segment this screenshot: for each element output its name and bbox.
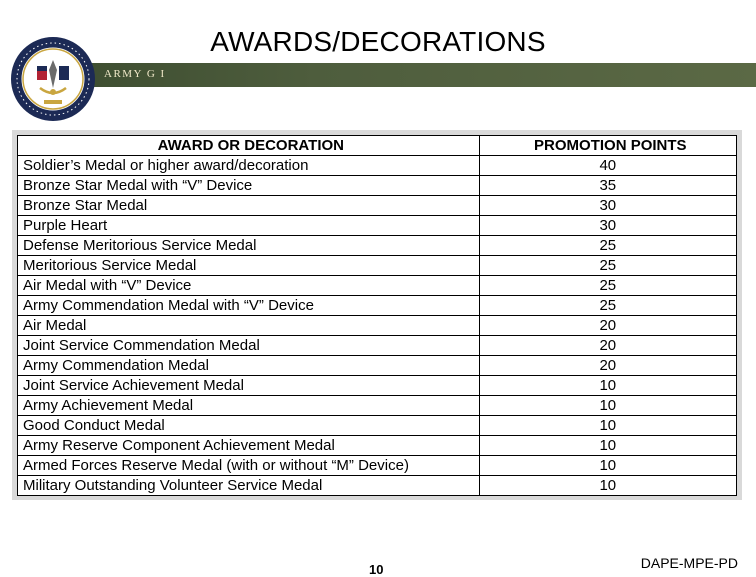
award-cell: Joint Service Commendation Medal xyxy=(18,336,480,356)
points-cell: 10 xyxy=(479,396,736,416)
award-cell: Defense Meritorious Service Medal xyxy=(18,236,480,256)
points-cell: 25 xyxy=(479,276,736,296)
footer-office-code: DAPE-MPE-PD xyxy=(640,555,738,571)
table-row xyxy=(18,396,737,416)
award-cell: Armed Forces Reserve Medal (with or without “M” Device) xyxy=(18,456,480,476)
award-cell: Bronze Star Medal xyxy=(18,196,480,216)
award-cell: Bronze Star Medal with “V” Device xyxy=(18,176,480,196)
award-cell: Military Outstanding Volunteer Service Medal xyxy=(18,476,480,496)
column-header-award: AWARD OR DECORATION xyxy=(18,136,480,156)
table-row xyxy=(18,296,737,316)
table-row xyxy=(18,316,737,336)
page-number: 10 xyxy=(369,562,384,577)
table-row xyxy=(18,156,737,176)
points-cell: 20 xyxy=(479,336,736,356)
awards-table-frame xyxy=(12,130,742,500)
table-row xyxy=(18,216,737,236)
table-header-row xyxy=(18,136,737,156)
points-cell: 10 xyxy=(479,416,736,436)
points-cell: 25 xyxy=(479,296,736,316)
table-row xyxy=(18,356,737,376)
table-row xyxy=(18,276,737,296)
award-cell: Army Commendation Medal with “V” Device xyxy=(18,296,480,316)
table-row xyxy=(18,376,737,396)
award-cell: Soldier’s Medal or higher award/decoration xyxy=(18,156,480,176)
points-cell: 20 xyxy=(479,316,736,336)
us-army-seal-icon xyxy=(10,36,96,122)
award-cell: Joint Service Achievement Medal xyxy=(18,376,480,396)
points-cell: 10 xyxy=(479,376,736,396)
table-row xyxy=(18,336,737,356)
points-cell: 10 xyxy=(479,456,736,476)
awards-table xyxy=(17,135,737,496)
points-cell: 35 xyxy=(479,176,736,196)
table-row xyxy=(18,176,737,196)
points-cell: 10 xyxy=(479,436,736,456)
award-cell: Purple Heart xyxy=(18,216,480,236)
table-row xyxy=(18,436,737,456)
table-row xyxy=(18,256,737,276)
table-row xyxy=(18,416,737,436)
page-title: AWARDS/DECORATIONS xyxy=(210,26,546,57)
points-cell: 25 xyxy=(479,256,736,276)
award-cell: Army Reserve Component Achievement Medal xyxy=(18,436,480,456)
points-cell: 30 xyxy=(479,216,736,236)
award-cell: Meritorious Service Medal xyxy=(18,256,480,276)
table-row xyxy=(18,456,737,476)
award-cell: Air Medal xyxy=(18,316,480,336)
points-cell: 10 xyxy=(479,476,736,496)
column-header-points: PROMOTION POINTS xyxy=(479,136,736,156)
award-cell: Army Commendation Medal xyxy=(18,356,480,376)
points-cell: 40 xyxy=(479,156,736,176)
table-row xyxy=(18,476,737,496)
banner-label: ARMY G I xyxy=(104,68,166,80)
points-cell: 30 xyxy=(479,196,736,216)
award-cell: Army Achievement Medal xyxy=(18,396,480,416)
table-row xyxy=(18,196,737,216)
points-cell: 20 xyxy=(479,356,736,376)
table-row xyxy=(18,236,737,256)
points-cell: 25 xyxy=(479,236,736,256)
award-cell: Good Conduct Medal xyxy=(18,416,480,436)
award-cell: Air Medal with “V” Device xyxy=(18,276,480,296)
